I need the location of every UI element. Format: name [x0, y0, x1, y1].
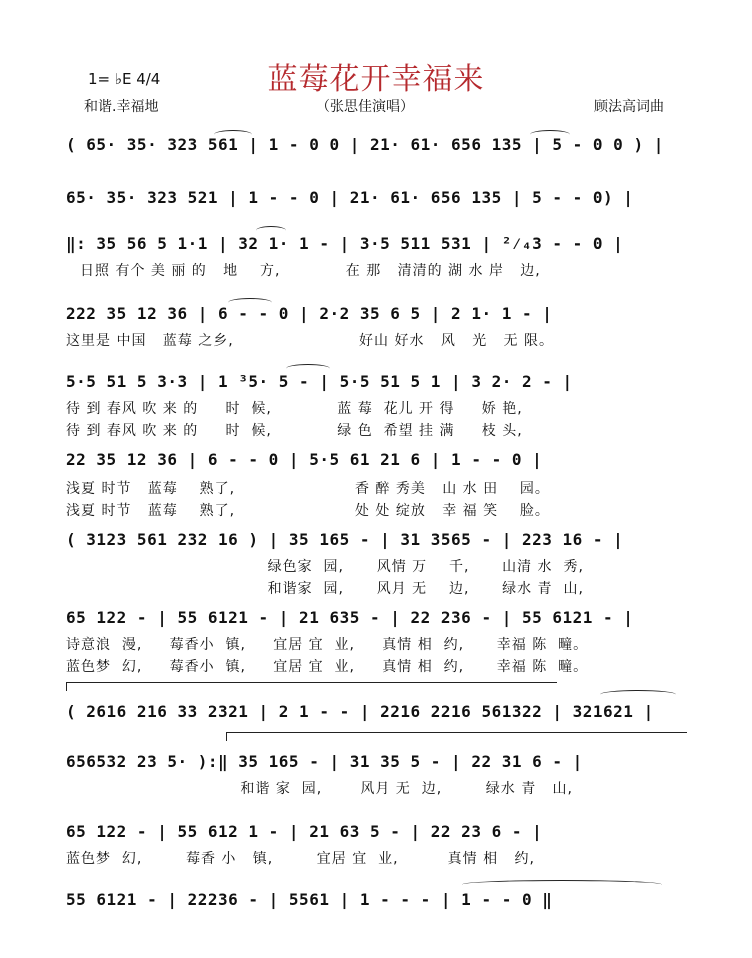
song-title: 蓝莓花开幸福来	[267, 62, 485, 97]
lyrics-row-11-line-1: 蓝色梦 幻, 莓香 小 镇, 宜居 宜 业, 真情 相 约,	[66, 851, 535, 867]
score-row-5: 5·5 51 5 3·3 | 1 ³5· 5 - | 5·5 51 5 1 | 3 2· 2 - |	[66, 372, 573, 391]
score-row-1: ( 65· 35· 323 561 | 1 - 0 0 | 21· 61· 656 135 | 5 - 0 0 ) |	[66, 135, 664, 154]
lyrics-row-8-line-1: 诗意浪 漫, 莓香小 镇, 宜居 宜 业, 真情 相 约, 幸福 陈 疃。	[66, 637, 589, 653]
page-fade	[0, 928, 752, 958]
slur	[600, 690, 676, 699]
score-row-3: ‖: 35 56 5 1·1 | 32 1· 1 - | 3·5 511 531 | ²⁄₄3 - - 0 |	[66, 234, 624, 253]
key-signature: 1= ♭E 4/4	[88, 70, 161, 88]
lyrics-row-6-line-2: 浅夏 时节 蓝莓 熟了, 处 处 绽放 幸 福 笑 脸。	[66, 503, 550, 519]
second-ending-bracket	[226, 732, 687, 741]
composer-credit: 顾法高词曲	[594, 99, 664, 115]
slur	[214, 130, 252, 139]
lyrics-row-5-line-2: 待 到 春风 吹 来 的 时 候, 绿 色 希望 挂 满 枝 头,	[66, 423, 523, 439]
lyrics-row-10-line-1: 和谐 家 园, 风月 无 边, 绿水 青 山,	[66, 781, 574, 797]
left-credit: 和谐.幸福地	[84, 99, 159, 115]
slur	[462, 880, 662, 889]
score-row-7: ( 3123 561 232 16 ) | 35 165 - | 31 3565 - | 223 16 - |	[66, 530, 624, 549]
slur	[256, 226, 286, 235]
slur	[530, 130, 570, 139]
score-row-2: 65· 35· 323 521 | 1 - - 0 | 21· 61· 656 135 | 5 - - 0) |	[66, 188, 634, 207]
lyrics-row-8-line-2: 蓝色梦 幻, 莓香小 镇, 宜居 宜 业, 真情 相 约, 幸福 陈 疃。	[66, 659, 589, 675]
score-row-6: 22 35 12 36 | 6 - - 0 | 5·5 61 21 6 | 1 - - 0 |	[66, 450, 543, 469]
lyrics-row-4-line-1: 这里是 中国 蓝莓 之乡, 好山 好水 风 光 无 限。	[66, 333, 555, 349]
first-ending-bracket	[66, 682, 557, 691]
score-row-11: 65 122 - | 55 612 1 - | 21 63 5 - | 22 23 6 - |	[66, 822, 543, 841]
lyrics-row-7-line-2: 和谐家 园, 风月 无 边, 绿水 青 山,	[66, 581, 584, 597]
lyrics-row-6-line-1: 浅夏 时节 蓝莓 熟了, 香 醉 秀美 山 水 田 园。	[66, 481, 550, 497]
lyrics-row-7-line-1: 绿色家 园, 风情 万 千, 山清 水 秀,	[66, 559, 584, 575]
slur	[286, 364, 330, 373]
lyrics-row-5-line-1: 待 到 春风 吹 来 的 时 候, 蓝 莓 花儿 开 得 娇 艳,	[66, 401, 523, 417]
singer-credit: （张思佳演唱）	[316, 99, 414, 115]
score-row-10: 656532 23 5· ):‖ 35 165 - | 31 35 5 - | 22 31 6 - |	[66, 752, 583, 771]
lyrics-row-3-line-1: 日照 有个 美 丽 的 地 方, 在 那 清清的 湖 水 岸 边,	[80, 263, 541, 279]
slur	[228, 298, 272, 307]
score-row-4: 222 35 12 36 | 6 - - 0 | 2·2 35 6 5 | 2 1· 1 - |	[66, 304, 553, 323]
score-row-8: 65 122 - | 55 6121 - | 21 635 - | 22 236 - | 55 6121 - |	[66, 608, 634, 627]
score-row-9: ( 2616 216 33 2321 | 2 1 - - | 2216 2216 561322 | 321621 |	[66, 702, 654, 721]
score-row-12: 55 6121 - | 22236 - | 5561 | 1 - - - | 1 - - 0 ‖	[66, 890, 553, 909]
